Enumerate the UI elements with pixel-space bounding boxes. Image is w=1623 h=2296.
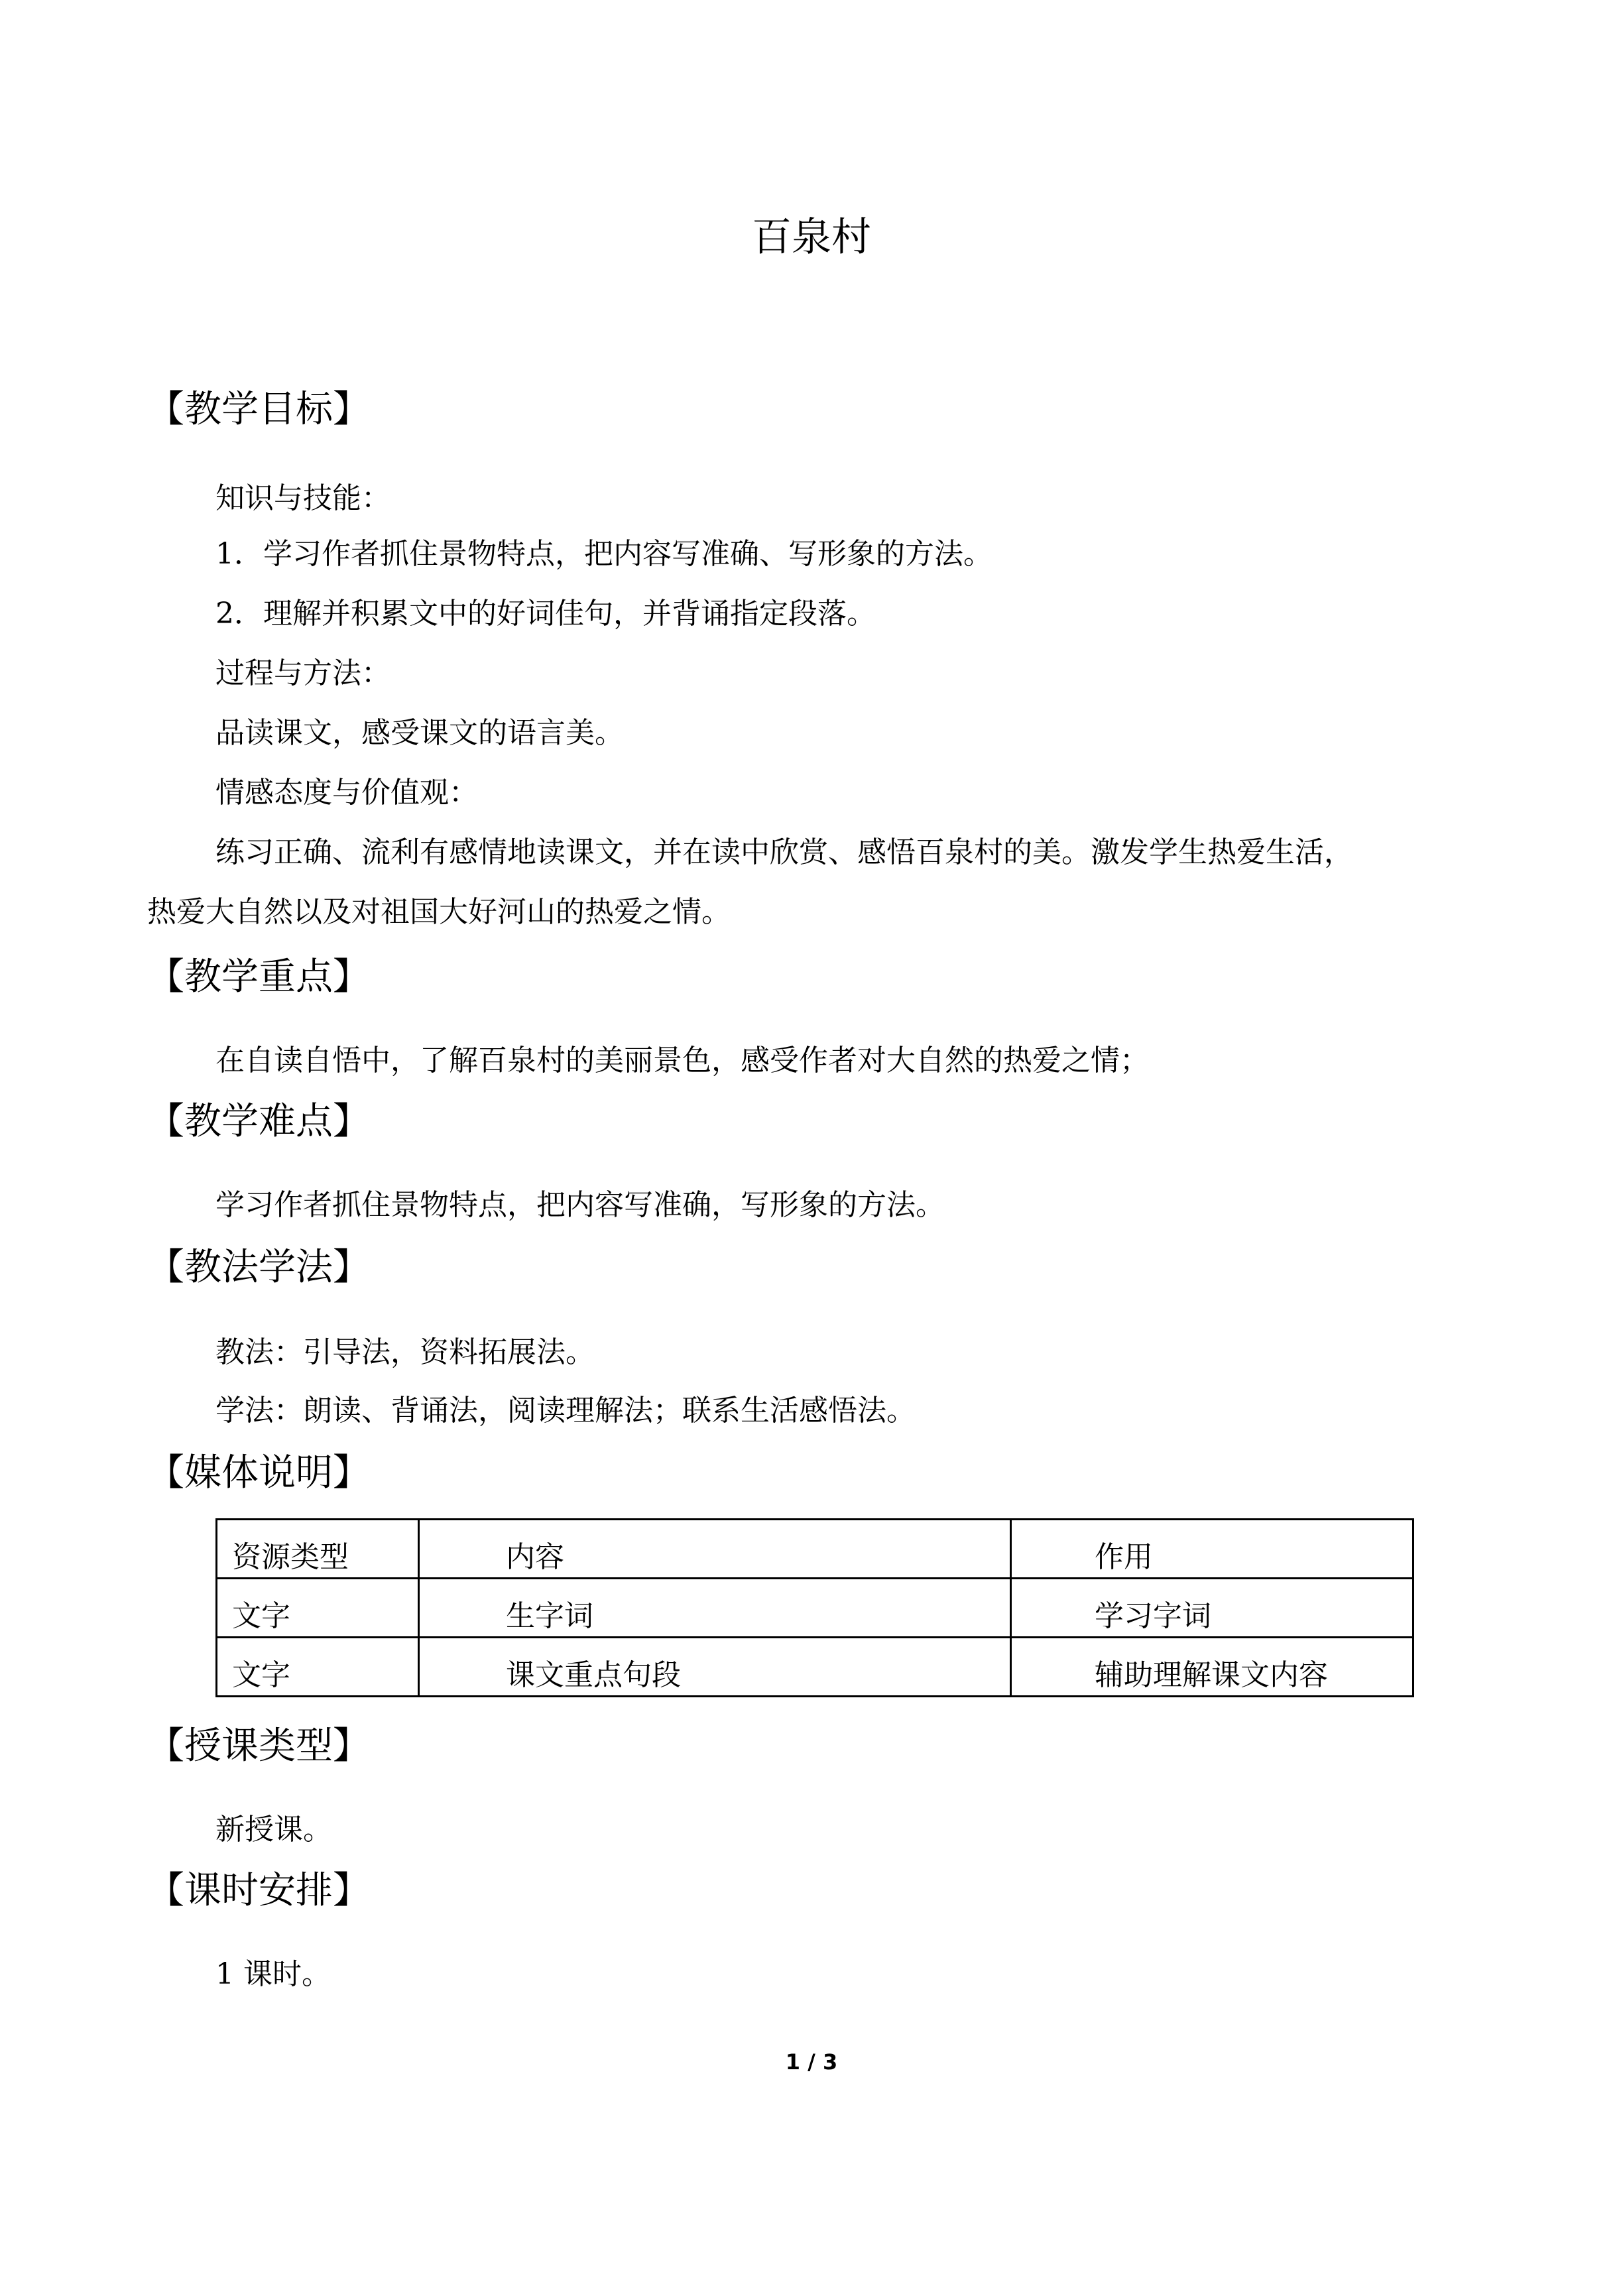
- table-header-cell: 作用: [1011, 1520, 1413, 1579]
- table-cell: 文字: [217, 1638, 419, 1697]
- table-cell: 课文重点句段: [419, 1638, 1011, 1697]
- table-header-cell: 资源类型: [217, 1520, 419, 1579]
- difficulties-line: 学习作者抓住景物特点，把内容写准确，写形象的方法。: [215, 1188, 945, 1222]
- section-heading-difficulties: 【教学难点】: [147, 1100, 370, 1143]
- table-header-row: [217, 1520, 1413, 1579]
- lesson-type-line: 新授课。: [215, 1813, 332, 1846]
- objectives-line: 品读课文，感受课文的语言美。: [215, 716, 624, 750]
- section-heading-schedule: 【课时安排】: [147, 1869, 370, 1912]
- objectives-line: 情感态度与价值观：: [215, 776, 478, 810]
- section-heading-objectives: 【教学目标】: [147, 388, 370, 431]
- page-title: 百泉村: [752, 214, 871, 261]
- section-heading-lesson-type: 【授课类型】: [147, 1724, 370, 1768]
- methods-line: 教法：引导法，资料拓展法。: [215, 1335, 595, 1369]
- objectives-line: 过程与方法：: [215, 656, 391, 690]
- table-cell: 文字: [217, 1579, 419, 1638]
- key-points-line: 在自读自悟中，了解百泉村的美丽景色，感受作者对大自然的热爱之情；: [215, 1044, 1149, 1077]
- section-heading-methods: 【教法学法】: [147, 1246, 370, 1289]
- objectives-line: 2．理解并积累文中的好词佳句，并背诵指定段落。: [215, 597, 876, 631]
- table-cell: 生字词: [419, 1579, 1011, 1638]
- table-row: [217, 1638, 1413, 1697]
- table-header-cell: 内容: [419, 1520, 1011, 1579]
- objectives-line: 热爱大自然以及对祖国大好河山的热爱之情。: [147, 895, 731, 929]
- section-heading-media: 【媒体说明】: [147, 1451, 370, 1494]
- table-cell: 辅助理解课文内容: [1011, 1638, 1413, 1697]
- methods-line: 学法：朗读、背诵法，阅读理解法；联系生活感悟法。: [215, 1394, 916, 1427]
- objectives-line: 知识与技能：: [215, 481, 391, 515]
- page-number: 1 / 3: [785, 2049, 838, 2075]
- media-table: [215, 1518, 1414, 1697]
- table-row: [217, 1579, 1413, 1638]
- table-cell: 学习字词: [1011, 1579, 1413, 1638]
- objectives-line: 练习正确、流利有感情地读课文，并在读中欣赏、感悟百泉村的美。激发学生热爱生活，: [215, 835, 1353, 869]
- section-heading-key-points: 【教学重点】: [147, 955, 370, 998]
- schedule-line: 1 课时。: [215, 1957, 331, 1991]
- objectives-line: 1．学习作者抓住景物特点，把内容写准确、写形象的方法。: [215, 537, 992, 571]
